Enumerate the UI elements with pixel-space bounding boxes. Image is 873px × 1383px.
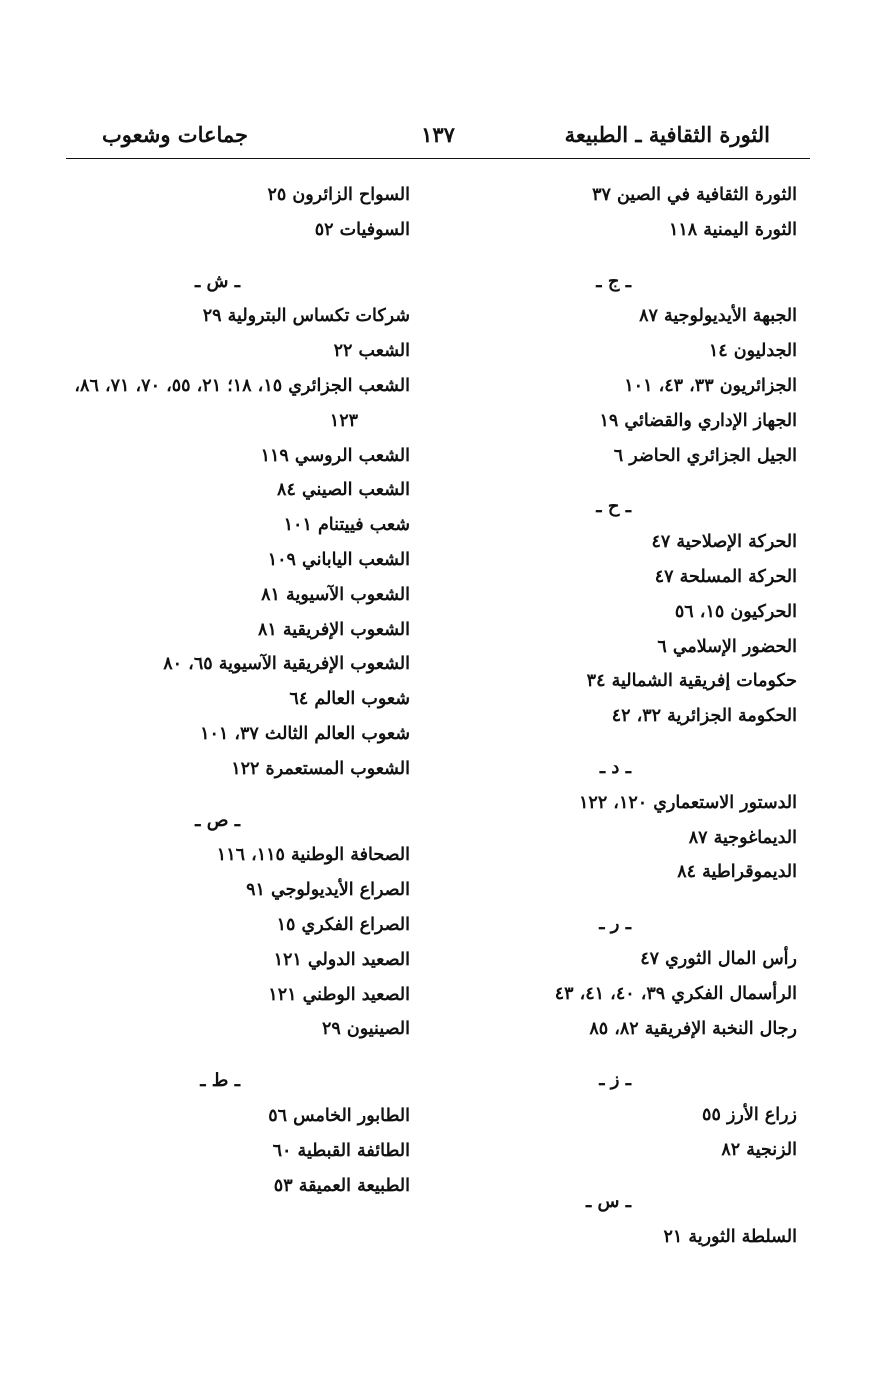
index-entry: شعوب العالم ٦٤: [289, 689, 410, 710]
index-entry: الشعوب الآسيوية ٨١: [261, 584, 410, 605]
letter-heading: ـ ص ـ: [195, 809, 240, 831]
index-entry: الجدليون ١٤: [708, 341, 797, 362]
index-entry: الصعيد الدولي ١٢١: [273, 949, 410, 970]
index-entry: الثورة اليمنية ١١٨: [668, 219, 797, 240]
index-entry: رجال النخبة الإفريقية ٨٢، ٨٥: [589, 1018, 797, 1039]
index-entry: الزنجية ٨٢: [721, 1139, 797, 1160]
page-number: ١٣٧: [421, 122, 455, 147]
index-entry-continuation: ١٢٣: [329, 410, 358, 431]
letter-heading: ـ ر ـ: [599, 913, 631, 935]
index-entry: الطابور الخامس ٥٦: [268, 1105, 410, 1126]
index-entry: شعوب العالم الثالث ٣٧، ١٠١: [200, 723, 410, 744]
index-entry: السوفيات ٥٢: [314, 219, 410, 240]
letter-heading: ـ ح ـ: [596, 496, 631, 518]
index-entry: الطبيعة العميقة ٥٣: [273, 1175, 410, 1196]
index-entry: السلطة الثورية ٢١: [663, 1226, 797, 1247]
letter-heading: ـ ز ـ: [599, 1069, 631, 1091]
index-entry: الدستور الاستعماري ١٢٠، ١٢٢: [579, 792, 797, 813]
index-entry: الديماغوجية ٨٧: [688, 827, 797, 848]
index-entry: الجيل الجزائري الحاضر ٦: [613, 445, 797, 466]
index-entry: الرأسمال الفكري ٣٩، ٤٠، ٤١، ٤٣: [554, 983, 797, 1004]
index-entry: شعب فييتنام ١٠١: [283, 515, 410, 536]
index-entry: الشعب الجزائري ١٥، ١٨؛ ٢١، ٥٥، ٧٠، ٧١، ٨٦،: [74, 375, 410, 396]
index-entry: الحركة المسلحة ٤٧: [654, 566, 797, 587]
section-title: الثورة الثقافية ـ الطبيعة: [564, 122, 770, 147]
index-entry: الطائفة القبطية ٦٠: [272, 1140, 410, 1161]
index-entry: الجهاز الإداري والقضائي ١٩: [599, 410, 797, 431]
index-entry: رأس المال الثوري ٤٧: [640, 948, 797, 969]
index-entry: الحكومة الجزائرية ٣٢، ٤٢: [611, 706, 797, 727]
index-entry: الشعوب المستعمرة ١٢٢: [231, 758, 410, 779]
index-column-left: [50, 178, 410, 1203]
index-entry: الصينيون ٢٩: [321, 1019, 410, 1040]
index-column-right: [497, 178, 797, 1254]
index-entry: الصحافة الوطنية ١١٥، ١١٦: [216, 845, 410, 866]
letter-heading: ـ س ـ: [585, 1190, 631, 1212]
index-entry: الجبهة الأيديولوجية ٨٧: [639, 306, 797, 327]
index-entry: الشعب الياباني ١٠٩: [267, 549, 410, 570]
letter-heading: ـ ط ـ: [200, 1070, 240, 1092]
index-entry: شركات تكساس البترولية ٢٩: [202, 306, 410, 327]
index-entry: الشعب الصيني ٨٤: [277, 480, 410, 501]
running-header: [66, 118, 810, 159]
index-entry: الصعيد الوطني ١٢١: [268, 984, 410, 1005]
index-entry: الحركة الإصلاحية ٤٧: [651, 532, 797, 553]
index-entry: الشعوب الإفريقية ٨١: [257, 619, 410, 640]
index-entry: حكومات إفريقية الشمالية ٣٤: [586, 671, 797, 692]
index-entry: الشعب ٢٢: [333, 341, 410, 362]
index-entry: الشعوب الإفريقية الآسيوية ٦٥، ٨٠: [163, 654, 410, 675]
index-entry: الثورة الثقافية في الصين ٣٧: [592, 185, 797, 205]
index-entry: الصراع الفكري ١٥: [276, 914, 410, 935]
letter-heading: ـ د ـ: [599, 756, 631, 778]
letter-heading: ـ ج ـ: [596, 270, 631, 292]
index-entry: الشعب الروسي ١١٩: [260, 445, 410, 466]
index-title: جماعات وشعوب: [102, 122, 249, 147]
index-entry: الجزائريون ٣٣، ٤٣، ١٠١: [624, 375, 797, 396]
index-entry: الحضور الإسلامي ٦: [657, 636, 797, 657]
index-entry: الحركيون ١٥، ٥٦: [674, 601, 797, 622]
letter-heading: ـ ش ـ: [194, 270, 240, 292]
index-entry: الصراع الأيديولوجي ٩١: [246, 880, 410, 901]
index-entry: زراع الأرز ٥٥: [702, 1105, 797, 1126]
index-entry: السواح الزائرون ٢٥: [267, 185, 410, 205]
index-entry: الديموقراطية ٨٤: [677, 862, 797, 883]
